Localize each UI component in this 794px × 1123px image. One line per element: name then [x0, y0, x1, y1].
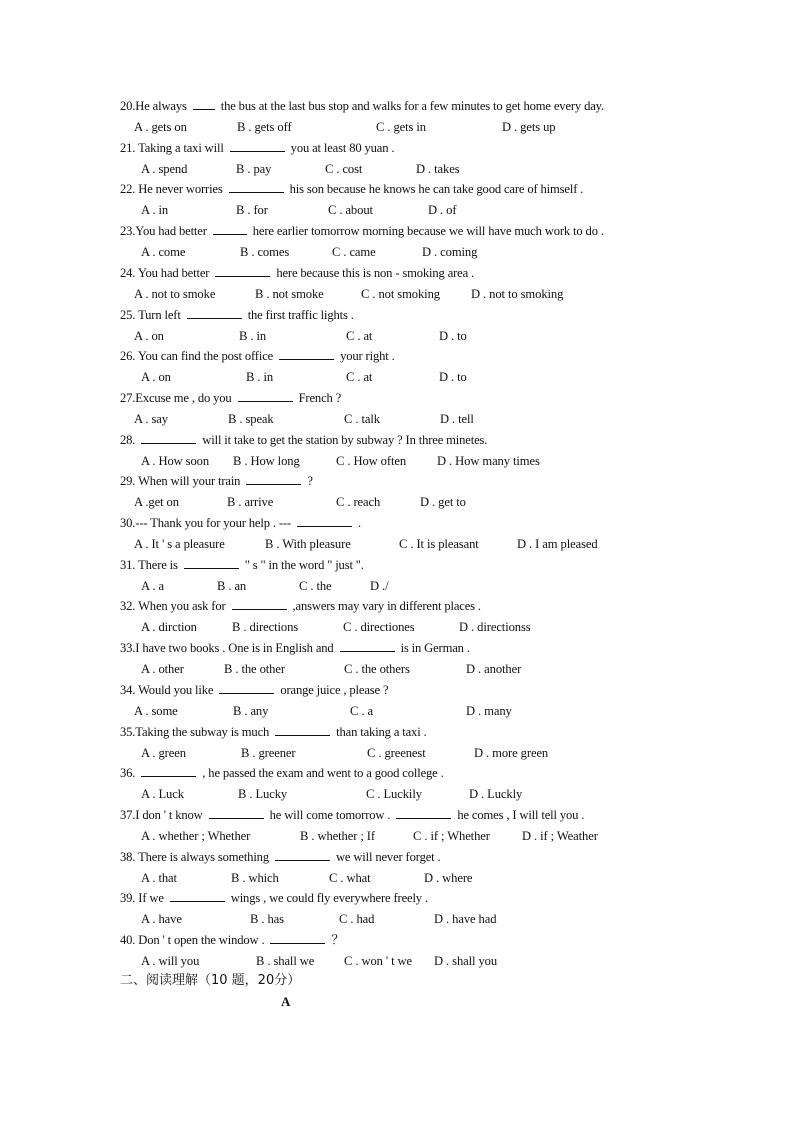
option-c[interactable]: C . if ; Whether — [413, 828, 490, 843]
option-d[interactable]: D . more green — [474, 745, 549, 760]
question-stem-start: 22. He never worries — [120, 182, 223, 197]
option-a[interactable]: A . a — [141, 578, 164, 593]
option-d[interactable]: D . How many times — [437, 453, 540, 468]
options-row-23 — [0, 244, 794, 260]
option-a[interactable]: A .get on — [134, 495, 179, 510]
option-a[interactable]: A . will you — [141, 954, 200, 968]
question-stem-end: your right . — [340, 349, 395, 364]
question-stem-end: we will never forget . — [335, 849, 441, 864]
answer-blank[interactable] — [213, 223, 247, 235]
question-stem-start: 20.He always — [120, 99, 187, 113]
options-row-36 — [0, 786, 794, 802]
question-stem-start: 26. You can find the post office — [120, 349, 274, 364]
option-d[interactable]: D . many — [466, 703, 512, 718]
question-stem-start: 35.Taking the subway is much — [120, 724, 270, 739]
option-a[interactable]: A . not to smoke — [134, 286, 216, 301]
options-row-26 — [0, 369, 794, 385]
question-stem-start: 30.--- Thank you for your help . --- — [120, 516, 291, 530]
question-stem-end: wings , we could fly everywhere freely . — [230, 891, 428, 906]
option-a[interactable]: A . come — [141, 245, 186, 260]
answer-blank[interactable] — [270, 932, 325, 944]
option-b[interactable]: B . has — [250, 912, 284, 927]
question-stem-start: 40. Don ' t open the window . — [120, 933, 265, 947]
question-stem-end: he will come tomorrow . — [269, 807, 391, 822]
options-row-31 — [0, 578, 794, 594]
option-d[interactable]: D . get to — [420, 495, 466, 510]
option-a[interactable]: A . green — [141, 745, 186, 760]
question-stem-start: 25. Turn left — [120, 307, 181, 322]
answer-blank[interactable] — [230, 140, 285, 152]
question-stem-start: 24. You had better — [120, 265, 210, 280]
option-b[interactable]: B . which — [231, 870, 279, 885]
option-a[interactable]: A . on — [141, 370, 171, 385]
question-stem-start: 27.Excuse me , do you — [120, 390, 232, 405]
question-26 — [120, 348, 780, 364]
question-stem-start: 36. — [120, 766, 136, 781]
option-c[interactable]: C . gets in — [376, 120, 426, 134]
option-b[interactable]: B . With pleasure — [265, 537, 351, 551]
option-c[interactable]: C . the — [299, 578, 332, 593]
question-stem-start: 34. Would you like — [120, 682, 214, 697]
answer-blank[interactable] — [170, 890, 225, 902]
question-28 — [120, 432, 780, 448]
option-b[interactable]: B . Lucky — [238, 787, 288, 802]
option-b[interactable]: B . not smoke — [255, 286, 324, 301]
answer-blank[interactable] — [275, 724, 330, 736]
option-d[interactable]: D . gets up — [502, 120, 556, 134]
question-33 — [120, 640, 780, 656]
options-row-29 — [0, 494, 794, 510]
option-a[interactable]: A . spend — [141, 161, 188, 176]
options-row-37 — [0, 828, 794, 844]
question-21 — [120, 140, 780, 156]
options-row-32 — [0, 619, 794, 635]
option-b[interactable]: B . greener — [241, 745, 296, 760]
option-a[interactable]: A . some — [134, 703, 178, 718]
option-d[interactable]: D . shall you — [434, 954, 498, 968]
question-38 — [120, 849, 780, 865]
question-stem-end: he comes , I will tell you . — [457, 807, 585, 822]
options-row-38 — [0, 870, 794, 886]
answer-blank[interactable] — [184, 557, 239, 569]
question-31 — [120, 557, 780, 573]
options-row-21 — [0, 161, 794, 177]
question-stem-end: orange juice , please ? — [280, 682, 389, 697]
question-stem-end: . — [357, 516, 361, 530]
option-d[interactable]: D ./ — [370, 578, 389, 593]
question-39 — [120, 890, 780, 906]
option-c[interactable]: C . How often — [336, 453, 407, 468]
option-b[interactable]: B . comes — [240, 245, 290, 260]
option-d[interactable]: D . tell — [440, 411, 474, 426]
question-37 — [120, 807, 780, 823]
question-stem-start: 21. Taking a taxi will — [120, 140, 224, 155]
option-a[interactable]: A . whether ; Whether — [141, 828, 251, 843]
option-b[interactable]: B . in — [246, 370, 274, 385]
option-b[interactable]: B . whether ; If — [300, 828, 375, 843]
option-a[interactable]: A . have — [141, 912, 182, 927]
option-d[interactable]: D . takes — [416, 161, 460, 176]
option-a[interactable]: A . Luck — [141, 787, 184, 802]
question-stem-end: his son because he knows he can take good care of himself . — [289, 182, 584, 197]
options-row-22 — [0, 202, 794, 218]
question-stem-end: than taking a taxi . — [336, 724, 427, 739]
answer-blank[interactable] — [279, 348, 334, 360]
answer-blank[interactable] — [187, 307, 242, 319]
option-d[interactable]: D . not to smoking — [471, 286, 564, 301]
answer-blank[interactable] — [340, 640, 395, 652]
question-stem-start: 32. When you ask for — [120, 599, 226, 614]
question-stem-end: here earlier tomorrow morning because we will have much work to do . — [252, 224, 604, 239]
option-b[interactable]: B . pay — [236, 161, 272, 176]
option-c[interactable]: C . It is pleasant — [399, 537, 479, 551]
option-b[interactable]: B . for — [236, 203, 268, 218]
option-a[interactable]: A . on — [134, 328, 164, 343]
question-stem-end: " s " in the word " just ". — [244, 557, 364, 572]
question-stem-end: will it take to get the station by subway ? In three minetes. — [202, 432, 488, 447]
option-a[interactable]: A . that — [141, 870, 177, 885]
option-c[interactable]: C . about — [328, 203, 373, 218]
answer-blank[interactable] — [141, 432, 196, 444]
question-24 — [120, 265, 780, 281]
question-stem-end: the first traffic lights . — [247, 307, 354, 322]
option-c[interactable]: C . greenest — [367, 745, 426, 760]
question-23 — [120, 223, 780, 239]
question-stem-end: the bus at the last bus stop and walks for a few minutes to get home every day. — [220, 99, 604, 113]
question-stem-start: 31. There is — [120, 557, 178, 572]
question-stem-start: 23.You had better — [120, 224, 207, 239]
option-c[interactable]: C . the others — [344, 662, 410, 677]
option-b[interactable]: B . arrive — [227, 495, 274, 510]
answer-blank[interactable] — [229, 181, 284, 193]
question-22 — [120, 181, 780, 197]
option-c[interactable]: C . directiones — [343, 620, 415, 635]
option-d[interactable]: D . another — [466, 662, 522, 677]
option-d[interactable]: D . coming — [422, 245, 478, 260]
options-row-30 — [0, 536, 794, 552]
option-a[interactable]: A . dirction — [141, 620, 197, 635]
answer-blank[interactable] — [215, 265, 270, 277]
option-d[interactable]: D . where — [424, 870, 473, 885]
option-c[interactable]: C . Luckily — [366, 787, 422, 802]
question-35 — [120, 724, 780, 740]
answer-blank[interactable] — [193, 98, 215, 110]
option-c[interactable]: C . had — [339, 912, 375, 927]
option-b[interactable]: B . in — [239, 328, 267, 343]
question-stem-end: is in German . — [400, 641, 470, 656]
options-row-25 — [0, 328, 794, 344]
option-d[interactable]: D . directionss — [459, 620, 531, 635]
option-b[interactable]: B . speak — [228, 411, 274, 426]
answer-blank[interactable] — [396, 807, 451, 819]
options-row-20 — [0, 119, 794, 135]
question-25 — [120, 307, 780, 323]
question-40 — [120, 932, 780, 948]
option-a[interactable]: A . say — [134, 411, 168, 426]
question-stem-start: 38. There is always something — [120, 849, 269, 864]
options-row-39 — [0, 911, 794, 927]
option-a[interactable]: A . It ' s a pleasure — [134, 537, 225, 551]
question-20 — [120, 98, 780, 114]
answer-blank[interactable] — [275, 849, 330, 861]
option-c[interactable]: C . a — [350, 703, 373, 718]
option-a[interactable]: A . How soon — [141, 453, 210, 468]
option-d[interactable]: D . if ; Weather — [522, 828, 598, 843]
answer-blank[interactable] — [232, 598, 287, 610]
question-34 — [120, 682, 780, 698]
option-d[interactable]: D . to — [439, 370, 467, 385]
option-c[interactable]: C . what — [329, 870, 371, 885]
answer-blank[interactable] — [209, 807, 264, 819]
section-title: 二、阅读理解（10 题，20分） — [120, 973, 301, 988]
question-stem-end: ？ — [331, 933, 344, 947]
option-c[interactable]: C . at — [346, 370, 373, 385]
question-27 — [120, 390, 780, 406]
options-row-24 — [0, 286, 794, 302]
option-d[interactable]: D . to — [439, 328, 467, 343]
option-b[interactable]: B . gets off — [237, 120, 292, 134]
question-29 — [120, 473, 780, 489]
option-b[interactable]: B . any — [233, 703, 269, 718]
option-c[interactable]: C . reach — [336, 495, 381, 510]
answer-blank[interactable] — [238, 390, 293, 402]
options-row-40 — [0, 953, 794, 969]
option-d[interactable]: D . Luckly — [469, 787, 523, 802]
question-stem-start: 37.I don ' t know — [120, 807, 203, 822]
question-stem-end: ,answers may vary in different places . — [292, 599, 481, 614]
question-30 — [120, 515, 780, 531]
question-stem-end: you at least 80 yuan . — [290, 140, 395, 155]
answer-blank[interactable] — [297, 515, 352, 527]
option-d[interactable]: D . I am pleased — [517, 537, 598, 551]
option-d[interactable]: D . of — [428, 203, 457, 218]
option-c[interactable]: C . at — [346, 328, 373, 343]
options-row-34 — [0, 703, 794, 719]
question-stem-start: 33.I have two books . One is in English and — [120, 641, 334, 656]
option-c[interactable]: C . won ' t we — [344, 954, 413, 968]
option-b[interactable]: B . directions — [232, 620, 299, 635]
question-stem-end: French ? — [298, 390, 342, 405]
question-stem-end: here because this is non - smoking area . — [276, 265, 475, 280]
options-row-28 — [0, 453, 794, 469]
option-b[interactable]: B . an — [217, 578, 247, 593]
question-stem-end: , he passed the exam and went to a good college . — [202, 766, 444, 781]
options-row-27 — [0, 411, 794, 427]
question-stem-start: 39. If we — [120, 891, 164, 906]
answer-blank[interactable] — [246, 473, 301, 485]
option-a[interactable]: A . other — [141, 662, 184, 677]
question-36 — [120, 765, 780, 781]
question-stem-start: 28. — [120, 432, 136, 447]
question-stem-start: 29. When will your train — [120, 474, 241, 489]
option-a[interactable]: A . gets on — [134, 120, 187, 134]
option-c[interactable]: C . talk — [344, 411, 380, 426]
option-c[interactable]: C . came — [332, 245, 376, 260]
option-b[interactable]: B . How long — [233, 453, 300, 468]
answer-blank[interactable] — [141, 765, 196, 777]
passage-label: A — [281, 994, 291, 1009]
option-c[interactable]: C . cost — [325, 161, 363, 176]
option-d[interactable]: D . have had — [434, 912, 497, 927]
question-32 — [120, 598, 780, 614]
options-row-35 — [0, 745, 794, 761]
option-b[interactable]: B . shall we — [256, 954, 315, 968]
options-row-33 — [0, 661, 794, 677]
answer-blank[interactable] — [219, 682, 274, 694]
question-stem-end: ? — [307, 474, 313, 489]
option-c[interactable]: C . not smoking — [361, 286, 440, 301]
option-b[interactable]: B . the other — [224, 662, 285, 677]
option-a[interactable]: A . in — [141, 203, 169, 218]
